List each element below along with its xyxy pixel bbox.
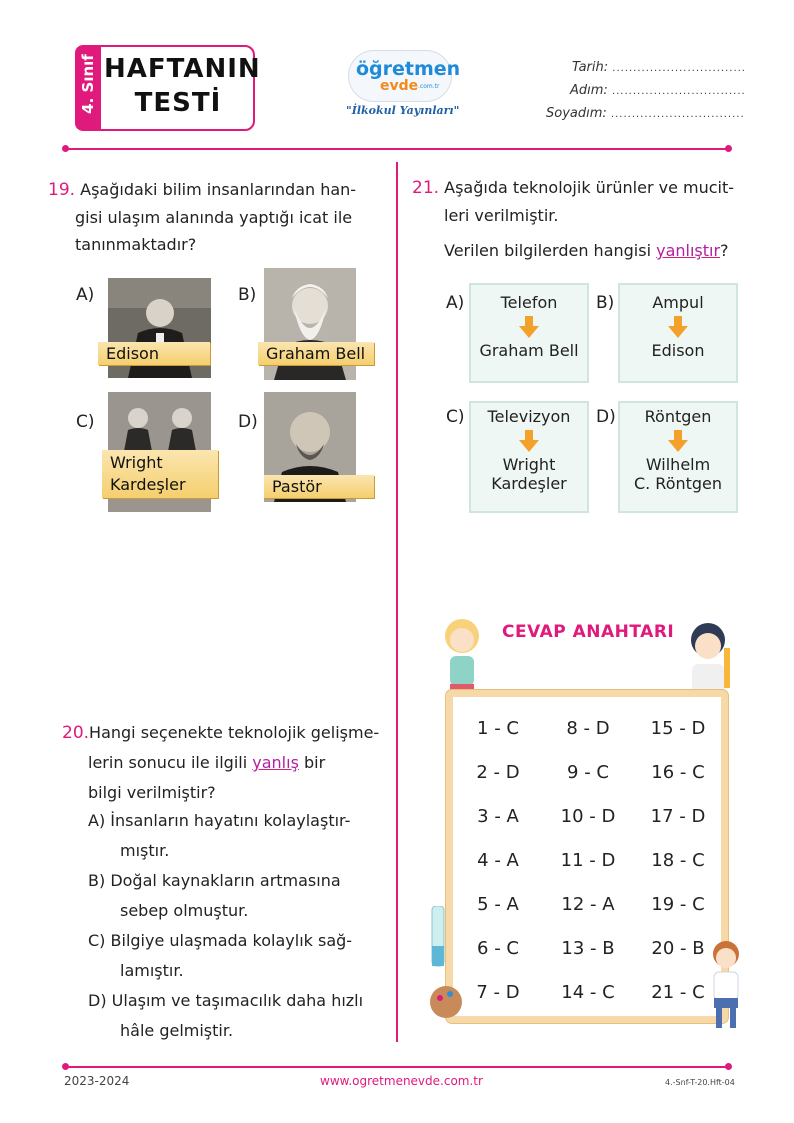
q21-card-b: Ampul Edison <box>618 283 738 383</box>
q21-card-a: Telefon Graham Bell <box>469 283 589 383</box>
answer-key-title: CEVAP ANAHTARI <box>502 622 675 642</box>
pasteur-label: Pastör <box>264 475 374 498</box>
q21-option-d-letter[interactable]: D) <box>596 407 616 427</box>
answer-item: 11 - D <box>560 850 616 871</box>
q20-options: A) İnsanların hayatını kolaylaştır- mıştır. B) Doğal kaynakların artmasına sebep olmuştur. C) Bilgiye ulaşmada kolaylık sağ- lamıştır. D) Ulaşım ve taşımacılık daha hızlı hâle gelmiştir. <box>88 806 388 1046</box>
question-19: 19. Aşağıdaki bilim insanlarından han- gisi ulaşım alanında yaptığı icat ile tanınmaktadır? <box>48 180 357 254</box>
header-divider <box>66 148 728 150</box>
question-20: 20.Hangi seçenekte teknolojik gelişme- lerin sonucu ile ilgili yanlış bir bilgi verilmiştir? <box>62 723 380 802</box>
answer-item: 1 - C <box>477 718 519 739</box>
answer-item: 2 - D <box>476 762 520 783</box>
answer-item: 14 - C <box>561 982 615 1003</box>
name-field[interactable]: Adım: ................................ <box>570 83 746 98</box>
q21-option-c-letter[interactable]: C) <box>446 407 465 427</box>
answer-item: 16 - C <box>651 762 705 783</box>
kid-illustration <box>704 938 752 1030</box>
column-divider <box>396 162 398 1042</box>
page-title: HAFTANIN TESTİ <box>104 54 261 118</box>
q20-option-c[interactable]: C) Bilgiye ulaşmada kolaylık sağ- <box>88 931 353 950</box>
date-field[interactable]: Tarih: ................................ <box>572 60 746 75</box>
answer-item: 21 - C <box>651 982 705 1003</box>
answer-col-1 <box>458 718 538 1026</box>
q20-option-d[interactable]: D) Ulaşım ve taşımacılık daha hızlı <box>88 991 364 1010</box>
arrow-down-icon <box>668 326 688 338</box>
footer-website-link[interactable]: www.ogretmenevde.com.tr <box>320 1074 483 1088</box>
footer-year: 2023-2024 <box>64 1074 130 1088</box>
answer-item: 5 - A <box>477 894 519 915</box>
answer-item: 18 - C <box>651 850 705 871</box>
arrow-down-icon <box>519 440 539 452</box>
divider-dot <box>725 145 732 152</box>
q21-card-c: Televizyon Wright Kardeşler <box>469 401 589 513</box>
answer-item: 19 - C <box>651 894 705 915</box>
logo-tagline: "İlkokul Yayınları" <box>346 104 460 117</box>
divider-dot <box>725 1063 732 1070</box>
answer-item: 7 - D <box>476 982 520 1003</box>
graham-bell-label: Graham Bell <box>258 342 374 365</box>
answer-item: 4 - A <box>477 850 519 871</box>
boy-illustration <box>680 618 740 696</box>
arrow-down-icon <box>668 440 688 452</box>
q19-option-c-letter[interactable]: C) <box>76 412 95 432</box>
answer-item: 17 - D <box>650 806 706 827</box>
wright-brothers-label: Wright Kardeşler <box>102 450 218 498</box>
answer-item: 15 - D <box>650 718 706 739</box>
q19-option-d-letter[interactable]: D) <box>238 412 258 432</box>
q21-card-d: Röntgen Wilhelm C. Röntgen <box>618 401 738 513</box>
answer-item: 13 - B <box>561 938 615 959</box>
answer-item: 3 - A <box>477 806 519 827</box>
logo-text-evde: evde <box>380 78 419 94</box>
answer-item: 20 - B <box>651 938 705 959</box>
surname-field[interactable]: Soyadım: ................................ <box>546 106 745 121</box>
answer-item: 10 - D <box>560 806 616 827</box>
footer-code: 4.-Snf-T-20.Hft-04 <box>665 1078 735 1087</box>
grade-tab <box>75 45 101 131</box>
logo-text: öğretmen <box>356 58 461 80</box>
q21-option-a-letter[interactable]: A) <box>446 293 465 313</box>
q19-option-a-letter[interactable]: A) <box>76 285 95 305</box>
arrow-down-icon <box>519 326 539 338</box>
footer-divider <box>66 1066 728 1068</box>
answer-col-2 <box>548 718 628 1026</box>
q20-option-b[interactable]: B) Doğal kaynakların artmasına <box>88 871 341 890</box>
q20-option-a[interactable]: A) İnsanların hayatını kolaylaştır- <box>88 811 351 830</box>
school-supplies-illustration <box>426 906 462 1026</box>
q21-option-b-letter[interactable]: B) <box>596 293 615 313</box>
answer-item: 12 - A <box>561 894 615 915</box>
answer-item: 8 - D <box>566 718 610 739</box>
question-21: 21. Aşağıda teknolojik ürünler ve mucit- leri verilmiştir. Verilen bilgilerden hangisi yanlıştır? <box>412 178 735 260</box>
q19-option-b-letter[interactable]: B) <box>238 285 257 305</box>
logo-domain: .com.tr <box>418 83 440 90</box>
grade-label: 4. Sınıf <box>79 54 97 114</box>
edison-label: Edison <box>98 342 210 365</box>
answer-item: 9 - C <box>567 762 609 783</box>
answer-item: 6 - C <box>477 938 519 959</box>
